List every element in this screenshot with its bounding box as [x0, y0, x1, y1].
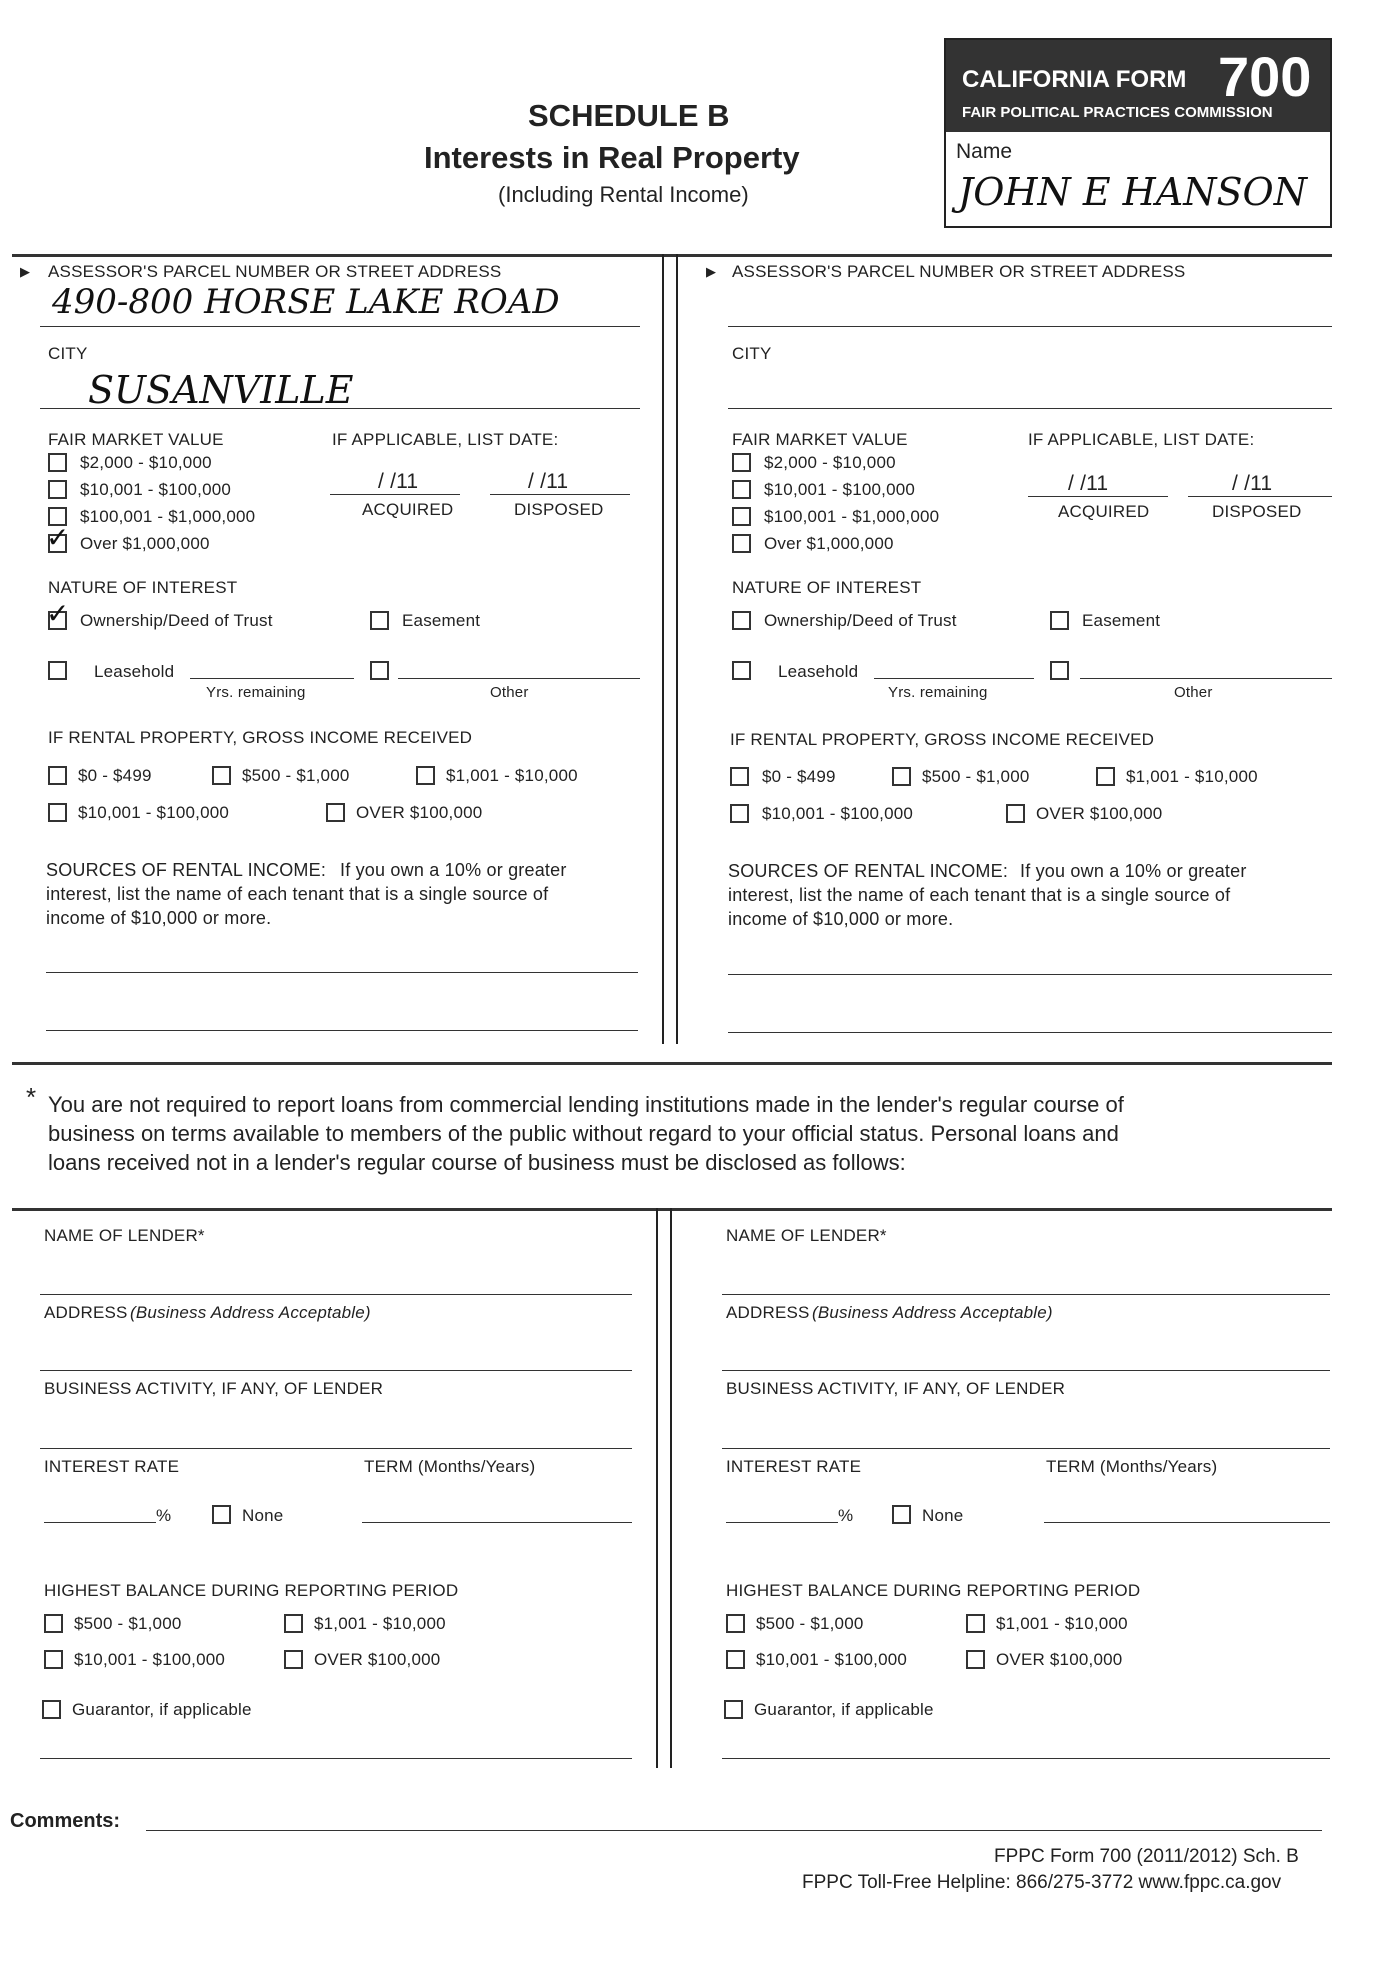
fmv-option: $100,001 - $1,000,000 [764, 507, 940, 526]
parcel-label: ASSESSOR'S PARCEL NUMBER OR STREET ADDRESS [48, 262, 502, 281]
ownership-option: Ownership/Deed of Trust [80, 611, 273, 630]
city-label: CITY [48, 344, 88, 363]
other-label: Other [1174, 684, 1213, 701]
sources-label: SOURCES OF RENTAL INCOME: [46, 860, 327, 880]
loans-note-line: business on terms available to members of the public without regard to your official status. Personal loans and [48, 1121, 1119, 1146]
balance-option: $10,001 - $100,000 [74, 1650, 226, 1669]
checkbox-guarantor[interactable] [42, 1700, 61, 1719]
column-divider [656, 1208, 658, 1768]
checkbox-none[interactable] [212, 1505, 231, 1524]
loans-note-line: loans received not in a lender's regular course of business must be disclosed as follows: [48, 1150, 906, 1175]
rental-option: $1,001 - $10,000 [1126, 767, 1258, 786]
rental-option: $500 - $1,000 [242, 766, 350, 785]
rental-option: $0 - $499 [78, 766, 152, 785]
tenant-line [728, 1032, 1332, 1033]
form-reference: FPPC Form 700 (2011/2012) Sch. B [994, 1846, 1299, 1867]
section-top-rule [12, 254, 1332, 257]
city-line [728, 408, 1332, 409]
column-divider [670, 1208, 672, 1768]
page-subtitle: (Including Rental Income) [498, 182, 749, 207]
percent-sign: % [156, 1506, 172, 1525]
fmv-option: $100,001 - $1,000,000 [80, 507, 256, 526]
checkbox-balance-3[interactable] [726, 1650, 745, 1669]
commission-name: FAIR POLITICAL PRACTICES COMMISSION [962, 104, 1273, 121]
rental-label: IF RENTAL PROPERTY, GROSS INCOME RECEIVED [730, 730, 1155, 749]
yrs-label: Yrs. remaining [888, 684, 988, 701]
yrs-label: Yrs. remaining [206, 684, 306, 701]
comments-line[interactable] [146, 1830, 1322, 1831]
form-id-box [944, 38, 1332, 228]
balance-label: HIGHEST BALANCE DURING REPORTING PERIOD [726, 1581, 1141, 1600]
checkbox-balance-1[interactable] [44, 1614, 63, 1633]
ownership-option: Ownership/Deed of Trust [764, 611, 957, 630]
fmv-option: $2,000 - $10,000 [80, 453, 212, 472]
nature-label: NATURE OF INTEREST [48, 578, 238, 597]
checkbox-other[interactable] [1050, 661, 1069, 680]
activity-label: BUSINESS ACTIVITY, IF ANY, OF LENDER [44, 1379, 384, 1398]
form-number: 700 [1218, 45, 1312, 108]
column-divider [676, 254, 678, 1044]
balance-option: $1,001 - $10,000 [314, 1614, 446, 1633]
easement-option: Easement [402, 611, 481, 630]
acquired-date[interactable]: / /11 [1068, 472, 1109, 495]
guarantor-line [722, 1758, 1330, 1759]
checkbox-fmv-2[interactable] [732, 480, 751, 499]
city-line [40, 408, 640, 409]
address-label: ADDRESS [44, 1303, 128, 1322]
guarantor-label: Guarantor, if applicable [754, 1700, 934, 1719]
rate-line [726, 1522, 838, 1523]
page-title: Interests in Real Property [424, 140, 800, 175]
easement-option: Easement [1082, 611, 1161, 630]
address-hint: (Business Address Acceptable) [130, 1303, 371, 1322]
nature-label: NATURE OF INTEREST [732, 578, 922, 597]
checkbox-leasehold[interactable] [732, 661, 751, 680]
rental-label: IF RENTAL PROPERTY, GROSS INCOME RECEIVED [48, 728, 473, 747]
rate-line [44, 1522, 156, 1523]
name-value[interactable]: JOHN E HANSON [958, 170, 1307, 214]
parcel-line [728, 326, 1332, 327]
checkbox-rental-3[interactable] [1096, 767, 1115, 786]
acquired-line [1028, 496, 1168, 497]
sources-text: income of $10,000 or more. [728, 909, 954, 929]
parcel-label: ASSESSOR'S PARCEL NUMBER OR STREET ADDRESS [732, 262, 1186, 281]
checkbox-rental-2[interactable] [892, 767, 911, 786]
checkbox-balance-3[interactable] [44, 1650, 63, 1669]
parcel-value[interactable]: 490-800 HORSE LAKE ROAD [52, 282, 560, 322]
disposed-date[interactable]: / /11 [528, 470, 569, 493]
yrs-line [874, 678, 1034, 679]
balance-option: $500 - $1,000 [74, 1614, 182, 1633]
disposed-label: DISPOSED [1212, 502, 1302, 521]
disposed-line [1188, 496, 1332, 497]
fmv-option: $10,001 - $100,000 [80, 480, 232, 499]
term-line [1044, 1522, 1330, 1523]
checkbox-fmv-3[interactable] [732, 507, 751, 526]
tenant-line [46, 972, 638, 973]
term-line [362, 1522, 632, 1523]
checkbox-rental-2[interactable] [212, 766, 231, 785]
fmv-option: Over $1,000,000 [764, 534, 894, 553]
name-label: Name [956, 140, 1013, 163]
lender-name-label: NAME OF LENDER* [726, 1226, 887, 1245]
sources-text: income of $10,000 or more. [46, 908, 272, 928]
lender-name-label: NAME OF LENDER* [44, 1226, 205, 1245]
rental-option: OVER $100,000 [356, 803, 483, 822]
activity-line [40, 1448, 632, 1449]
arrow-icon: ▶ [20, 264, 30, 279]
rate-label: INTEREST RATE [44, 1457, 180, 1476]
checkbox-none[interactable] [892, 1505, 911, 1524]
fmv-label: FAIR MARKET VALUE [732, 430, 908, 449]
disposed-date[interactable]: / /11 [1232, 472, 1273, 495]
check-mark-icon: ✓ [46, 522, 70, 553]
disposed-line [490, 494, 630, 495]
term-label: TERM (Months/Years) [364, 1457, 536, 1476]
address-label: ADDRESS [726, 1303, 810, 1322]
lender-name-line [722, 1294, 1330, 1295]
disposed-label: DISPOSED [514, 500, 604, 519]
none-label: None [922, 1506, 964, 1525]
section-divider [12, 1062, 1332, 1065]
checkbox-ownership[interactable] [732, 611, 751, 630]
rental-option: $0 - $499 [762, 767, 836, 786]
rental-option: $10,001 - $100,000 [78, 803, 230, 822]
acquired-date[interactable]: / /11 [378, 470, 419, 493]
checkbox-rental-1[interactable] [730, 767, 749, 786]
lender-section-rule [12, 1208, 1332, 1211]
comments-label: Comments: [10, 1810, 121, 1832]
sources-text: If you own a 10% or greater [1020, 861, 1247, 881]
checkbox-balance-4[interactable] [284, 1650, 303, 1669]
parcel-line [40, 326, 640, 327]
schedule-label: SCHEDULE B [528, 98, 730, 133]
balance-option: $10,001 - $100,000 [756, 1650, 908, 1669]
lender-name-line [40, 1294, 632, 1295]
city-label: CITY [732, 344, 772, 363]
checkbox-fmv-1[interactable] [732, 453, 751, 472]
fmv-label: FAIR MARKET VALUE [48, 430, 224, 449]
rental-option: $10,001 - $100,000 [762, 804, 914, 823]
checkbox-guarantor[interactable] [724, 1700, 743, 1719]
fmv-option: $10,001 - $100,000 [764, 480, 916, 499]
checkbox-rental-3[interactable] [416, 766, 435, 785]
date-label: IF APPLICABLE, LIST DATE: [1028, 430, 1255, 449]
none-label: None [242, 1506, 284, 1525]
balance-option: OVER $100,000 [996, 1650, 1123, 1669]
leasehold-option: Leasehold [778, 662, 859, 681]
address-line [722, 1370, 1330, 1371]
tenant-line [46, 1030, 638, 1031]
leasehold-option: Leasehold [94, 662, 175, 681]
address-hint: (Business Address Acceptable) [812, 1303, 1053, 1322]
activity-line [722, 1448, 1330, 1449]
acquired-line [330, 494, 460, 495]
other-line [398, 678, 640, 679]
form-banner [946, 40, 1330, 132]
activity-label: BUSINESS ACTIVITY, IF ANY, OF LENDER [726, 1379, 1066, 1398]
check-mark-icon: ✓ [46, 598, 70, 629]
checkbox-balance-2[interactable] [966, 1614, 985, 1633]
address-line [40, 1370, 632, 1371]
sources-text: interest, list the name of each tenant that is a single source of [728, 885, 1231, 905]
checkbox-fmv-4[interactable] [732, 534, 751, 553]
rental-option: $1,001 - $10,000 [446, 766, 578, 785]
checkbox-easement[interactable] [1050, 611, 1069, 630]
yrs-line [190, 678, 354, 679]
checkbox-balance-2[interactable] [284, 1614, 303, 1633]
acquired-label: ACQUIRED [1058, 502, 1150, 521]
date-label: IF APPLICABLE, LIST DATE: [332, 430, 559, 449]
checkbox-rental-4[interactable] [730, 804, 749, 823]
balance-option: OVER $100,000 [314, 1650, 441, 1669]
other-line [1080, 678, 1332, 679]
loans-note-line: You are not required to report loans from commercial lending institutions made in the lender's regular course of [48, 1092, 1124, 1117]
checkbox-easement[interactable] [370, 611, 389, 630]
tenant-line [728, 974, 1332, 975]
form-name: CALIFORNIA FORM [962, 66, 1187, 93]
sources-text: interest, list the name of each tenant that is a single source of [46, 884, 549, 904]
balance-option: $1,001 - $10,000 [996, 1614, 1128, 1633]
balance-option: $500 - $1,000 [756, 1614, 864, 1633]
guarantor-line [40, 1758, 632, 1759]
checkbox-rental-5[interactable] [326, 803, 345, 822]
city-value[interactable]: SUSANVILLE [88, 368, 354, 412]
checkbox-balance-1[interactable] [726, 1614, 745, 1633]
rate-label: INTEREST RATE [726, 1457, 862, 1476]
arrow-icon: ▶ [706, 264, 716, 279]
checkbox-rental-1[interactable] [48, 766, 67, 785]
checkbox-fmv-1[interactable] [48, 453, 67, 472]
checkbox-other[interactable] [370, 661, 389, 680]
helpline: FPPC Toll-Free Helpline: 866/275-3772 www.fppc.ca.gov [802, 1872, 1282, 1893]
acquired-label: ACQUIRED [362, 500, 454, 519]
checkbox-rental-4[interactable] [48, 803, 67, 822]
checkbox-leasehold[interactable] [48, 661, 67, 680]
fmv-option: Over $1,000,000 [80, 534, 210, 553]
term-label: TERM (Months/Years) [1046, 1457, 1218, 1476]
checkbox-balance-4[interactable] [966, 1650, 985, 1669]
other-label: Other [490, 684, 529, 701]
asterisk-icon: * [26, 1082, 37, 1112]
guarantor-label: Guarantor, if applicable [72, 1700, 252, 1719]
column-divider [662, 254, 664, 1044]
sources-label: SOURCES OF RENTAL INCOME: [728, 861, 1009, 881]
checkbox-rental-5[interactable] [1006, 804, 1025, 823]
rental-option: $500 - $1,000 [922, 767, 1030, 786]
balance-label: HIGHEST BALANCE DURING REPORTING PERIOD [44, 1581, 459, 1600]
checkbox-fmv-2[interactable] [48, 480, 67, 499]
fmv-option: $2,000 - $10,000 [764, 453, 896, 472]
percent-sign: % [838, 1506, 854, 1525]
rental-option: OVER $100,000 [1036, 804, 1163, 823]
sources-text: If you own a 10% or greater [340, 860, 567, 880]
